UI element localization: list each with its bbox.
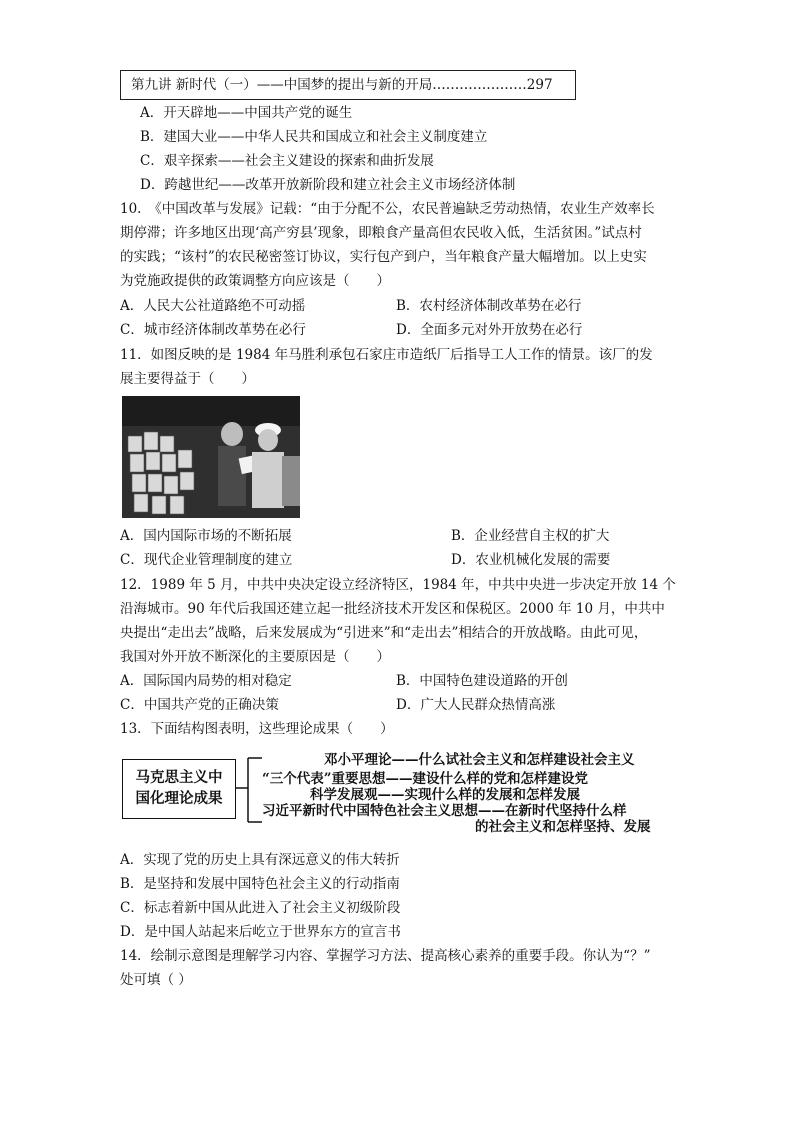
q10-option-a: A．人民大公社道路绝不可动摇 [120,298,306,314]
q10-stem-line-2: 期停滞；许多地区出现‘高产穷县’现象，即粮食产量高但农民收入低，生活贫困。”试点村 [120,225,642,241]
q9-option-c: C．艰辛探索——社会主义建设的探索和曲折发展 [140,153,434,169]
diagram-branch-xi-thought-line-2: 的社会主义和怎样坚持、发展 [475,819,651,835]
q13-option-c: C．标志着新中国从此进入了社会主义初级阶段 [120,900,401,916]
q12-option-d: D．广大人民群众热情高涨 [396,697,556,713]
q14-stem-line-1: 14．绘制示意图是理解学习内容、掌握学习方法、提高核心素养的重要手段。你认为“？” [120,948,651,964]
diagram-branch-xi-thought-line-1: 习近平新时代中国特色社会主义思想——在新时代坚持什么样 [262,803,627,819]
q12-stem-line-4: 我国对外开放不断深化的主要原因是（ ） [120,649,390,665]
q11-option-c: C．现代企业管理制度的建立 [120,552,293,568]
q10-stem-line-3: 的实践；“该村”的农民秘密签订协议，实行包产到户，当年粮食产量大幅增加。以上史实 [120,249,647,265]
q11-stem-line-2: 展主要得益于（ ） [120,371,255,387]
q10-option-b: B．农村经济体制改革势在必行 [396,298,582,314]
q13-stem: 13．下面结构图表明，这些理论成果（ ） [120,721,394,737]
q10-option-c: C．城市经济体制改革势在必行 [120,322,306,338]
q9-option-d: D．跨越世纪——改革开放新阶段和建立社会主义市场经济体制 [140,177,516,193]
q11-option-d: D．农业机械化发展的需要 [451,552,611,568]
q13-option-d: D．是中国人站起来后屹立于世界东方的宣言书 [120,924,401,940]
q12-option-b: B．中国特色建设道路的开创 [396,673,568,689]
q12-stem-line-3: 央提出“走出去”战略，后来发展成为“引进来”和“走出去”相结合的开放战略。由此可见， [120,625,648,641]
diagram-branch-three-represents: “三个代表”重要思想——建设什么样的党和怎样建设党 [262,771,589,787]
diagram-branch-deng: 邓小平理论——什么试社会主义和怎样建设社会主义 [324,752,635,768]
q12-stem-line-1: 12．1989 年 5 月，中共中央决定设立经济特区，1984 年，中共中央进一步决定开放 14 个 [120,577,676,593]
q9-option-b: B．建国大业——中华人民共和国成立和社会主义制度建立 [140,129,488,145]
factory-photo-illustration [122,396,300,518]
root-box-line-2: 国化理论成果 [135,790,223,807]
q10-option-d: D．全面多元对外开放势在必行 [396,322,583,338]
q12-option-c: C．中国共产党的正确决策 [120,697,279,713]
q12-option-a: A．国际国内局势的相对稳定 [120,673,292,689]
theory-diagram-root-box [122,759,236,819]
q9-option-a: A．开天辟地——中国共产党的诞生 [140,105,353,121]
root-box-line-1: 马克思主义中 [135,769,223,786]
chapter-header-box: 第九讲 新时代（一）——中国梦的提出与新的开局…………………297 [120,70,576,100]
q11-option-a: A．国内国际市场的不断拓展 [120,528,292,544]
q14-stem-line-2: 处可填（ ） [120,972,192,988]
q13-option-b: B．是坚持和发展中国特色社会主义的行动指南 [120,876,400,892]
diagram-branch-scientific-development: 科学发展观——实现什么样的发展和怎样发展 [310,787,580,803]
q10-stem-line-1: 10. 《中国改革与发展》记载：“由于分配不公，农民普遍缺乏劳动热情，农业生产效率长 [120,201,655,217]
q11-option-b: B．企业经营自主权的扩大 [451,528,610,544]
q11-stem-line-1: 11．如图反映的是 1984 年马胜利承包石家庄市造纸厂后指导工人工作的情景。该厂的发 [120,347,653,363]
q12-stem-line-2: 沿海城市。90 年代后我国还建立起一批经济技术开发区和保税区。2000 年 10 月，中共中 [120,601,665,617]
q13-option-a: A．实现了党的历史上具有深远意义的伟大转折 [120,852,400,868]
q10-stem-line-4: 为党施政提供的政策调整方向应该是（ ） [120,273,390,289]
factory-worker-photo [122,396,300,518]
